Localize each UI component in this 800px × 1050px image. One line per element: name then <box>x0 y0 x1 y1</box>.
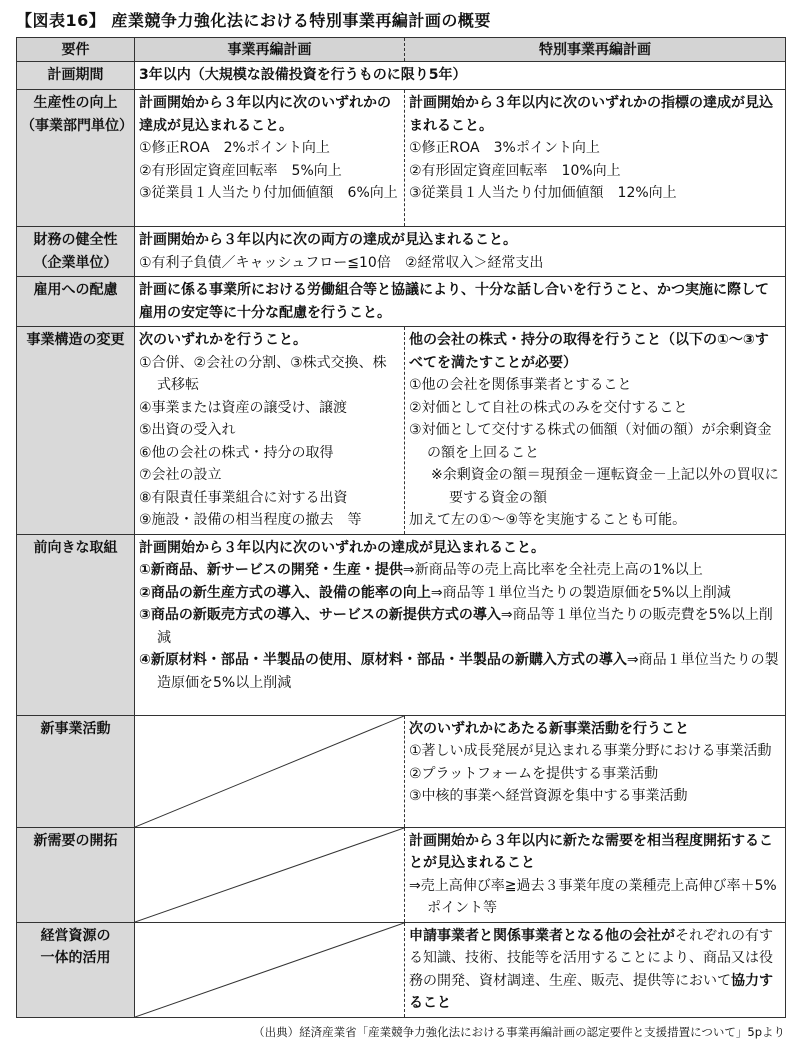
new-business-business-empty <box>135 715 405 827</box>
forward-item-rest: ⇒商品等１単位当たりの販売費を5%以上削減 <box>157 607 773 646</box>
structure-business-item: ⑨施設・設備の相当程度の撤去 等 <box>139 512 362 528</box>
structure-business <box>135 327 405 535</box>
forward-item <box>139 559 781 582</box>
structure-business-head: 次のいずれかを行うこと。 <box>139 332 307 348</box>
new-business-head: 次のいずれかにあたる新事業活動を行うこと <box>409 720 689 737</box>
forward-item-bold: ④新原材料・部品・半製品の使用、原材料・部品・半製品の新購入方式の導入 <box>139 652 627 668</box>
structure-business-item: ④事業または資産の譲受け、譲渡 <box>139 399 347 416</box>
financial-head: 計画開始から３年以内に次の両方の達成が見込まれること。 <box>139 232 517 248</box>
integration-special <box>405 922 786 1017</box>
label-integration-line2: 一体的活用 <box>40 950 111 966</box>
label-financial-sub: （企業単位） <box>33 254 118 271</box>
structure-business-item: ⑤出資の受入れ <box>139 422 236 438</box>
label-integration-line1: 経営資源の <box>40 927 111 944</box>
structure-business-item: ①合併、②会社の分割、③株式交換、株式移転 <box>139 354 387 393</box>
new-business-item: ②プラットフォームを提供する事業活動 <box>409 765 659 782</box>
forward-head: 計画開始から３年以内に次のいずれかの達成が見込まれること。 <box>139 539 545 556</box>
row-integration <box>17 922 786 1017</box>
overview-table <box>16 37 786 1018</box>
forward-item <box>139 604 781 649</box>
integration-text: それぞれの有する知識、技術、技能等を活用することにより、商品又は役務の開発、資材調達、生産、販売、提供等において <box>409 927 773 989</box>
row-period <box>17 62 786 90</box>
structure-special-head: 他の会社の株式・持分の取得を行うこと（以下の①～③すべてを満たすことが必要） <box>409 332 769 371</box>
employment-text: 計画に係る事業所における労働組合等と協議により、十分な話し合いを行うこと、かつ実施に際して雇用の安定等に十分な配慮を行うこと。 <box>135 277 786 327</box>
productivity-special-item: ②有形固定資産回転率 10%向上 <box>409 162 621 179</box>
forward-item-bold: ①新商品、新サービスの開発・生産・提供 <box>139 562 403 578</box>
forward-text <box>135 534 786 715</box>
label-structure: 事業構造の変更 <box>17 327 135 535</box>
integration-business-empty <box>135 922 405 1017</box>
productivity-business-item: ③従業員１人当たり付加価値額 6%向上 <box>139 185 398 201</box>
new-business-special <box>405 715 786 827</box>
row-new-business <box>17 715 786 827</box>
label-demand: 新需要の開拓 <box>17 827 135 922</box>
demand-head: 計画開始から３年以内に新たな需要を相当程度開拓することが見込まれること <box>409 832 773 871</box>
structure-special <box>405 327 786 535</box>
productivity-business-item: ①修正ROA 2%ポイント向上 <box>139 140 330 156</box>
productivity-special-item: ①修正ROA 3%ポイント向上 <box>409 140 600 156</box>
header-business-plan: 事業再編計画 <box>135 38 405 62</box>
productivity-business-head: 計画開始から３年以内に次のいずれかの達成が見込まれること。 <box>139 95 391 134</box>
demand-text: ⇒売上高伸び率≧過去３事業年度の業種売上高伸び率＋5%ポイント等 <box>409 877 777 916</box>
productivity-special-head: 計画開始から３年以内に次のいずれかの指標の達成が見込まれること。 <box>409 95 773 134</box>
source-note: （出典）経済産業省「産業競争力強化法における事業再編計画の認定要件と支援措置について」5pより <box>253 1025 785 1039</box>
financial-text <box>135 227 786 277</box>
new-business-item: ③中核的事業へ経営資源を集中する事業活動 <box>409 788 688 804</box>
label-productivity-sub: （事業部門単位） <box>21 117 133 134</box>
row-forward <box>17 534 786 715</box>
integration-bold-2: 協力すること <box>409 972 773 1011</box>
period-text: 3年以内（大規模な設備投資を行うものに限り5年） <box>135 62 786 90</box>
row-structure <box>17 327 786 535</box>
diagonal-slash <box>135 923 404 1017</box>
forward-item-bold: ③商品の新販売方式の導入、サービスの新提供方式の導入 <box>139 607 501 623</box>
forward-item-rest: ⇒新商品等の売上高比率を全社売上高の1%以上 <box>402 562 703 578</box>
diagonal-slash <box>135 828 404 922</box>
integration-bold-1: 申請事業者と関係事業者となる他の会社が <box>409 927 675 944</box>
label-forward: 前向きな取組 <box>17 534 135 715</box>
forward-item <box>139 582 781 605</box>
structure-special-item: ②対価として自社の株式のみを交付すること <box>409 399 688 416</box>
productivity-business <box>135 90 405 227</box>
structure-special-item: ③対価として交付する株式の価額（対価の額）が余剰資金の額を上回ること <box>409 422 772 461</box>
productivity-special <box>405 90 786 227</box>
label-productivity <box>17 90 135 227</box>
forward-item-rest: ⇒商品等１単位当たりの製造原価を5%以上削減 <box>430 584 731 601</box>
structure-business-item: ⑧有限責任事業組合に対する出資 <box>139 489 348 506</box>
label-productivity-main: 生産性の向上 <box>33 95 118 111</box>
structure-special-item: ①他の会社を関係事業者とすること <box>409 377 632 393</box>
structure-special-note: ※余剰資金の額＝現預金－運転資金－上記以外の買収に要する資金の額 <box>431 467 779 506</box>
structure-special-tail: 加えて左の①～⑨等を実施することも可能。 <box>409 512 687 528</box>
forward-item-rest: ⇒商品１単位当たりの製造原価を5%以上削減 <box>157 652 779 691</box>
row-financial <box>17 227 786 277</box>
demand-special <box>405 827 786 922</box>
page-title: 【図表16】 産業競争力強化法における特別事業再編計画の概要 <box>16 11 491 30</box>
structure-business-item: ⑥他の会社の株式・持分の取得 <box>139 444 334 461</box>
new-business-item: ①著しい成長発展が見込まれる事業分野における事業活動 <box>409 743 772 759</box>
productivity-special-item: ③従業員１人当たり付加価値額 12%向上 <box>409 185 677 201</box>
label-period: 計画期間 <box>17 62 135 90</box>
header-row <box>17 38 786 62</box>
label-new-business: 新事業活動 <box>17 715 135 827</box>
demand-business-empty <box>135 827 405 922</box>
row-demand <box>17 827 786 922</box>
label-financial-main: 財務の健全性 <box>33 232 118 248</box>
diagonal-slash <box>135 716 404 827</box>
label-financial <box>17 227 135 277</box>
header-requirement: 要件 <box>17 38 135 62</box>
header-special-plan: 特別事業再編計画 <box>405 38 786 62</box>
structure-business-item: ⑦会社の設立 <box>139 467 222 483</box>
row-employment <box>17 277 786 327</box>
financial-items: ①有利子負債／キャッシュフロー≦10倍 ②経常収入＞経常支出 <box>139 254 544 271</box>
productivity-business-item: ②有形固定資産回転率 5%向上 <box>139 162 342 179</box>
label-integration <box>17 922 135 1017</box>
row-productivity <box>17 90 786 227</box>
forward-item-bold: ②商品の新生産方式の導入、設備の能率の向上 <box>139 584 431 601</box>
forward-item <box>139 649 781 694</box>
label-employment: 雇用への配慮 <box>17 277 135 327</box>
